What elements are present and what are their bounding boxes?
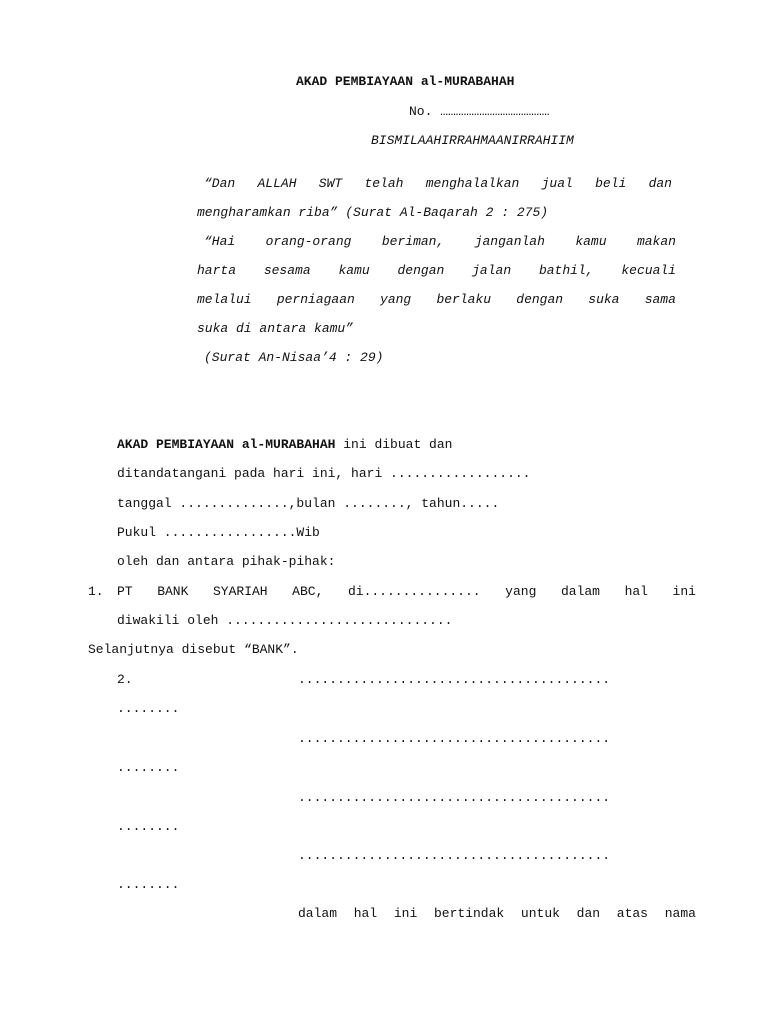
word: SWT — [318, 176, 343, 191]
word: sesama — [263, 263, 311, 278]
word: ABC, — [292, 584, 324, 599]
word: di............... — [347, 584, 481, 599]
intro-line1 — [117, 437, 452, 453]
word: ini — [672, 584, 696, 599]
party2-dots-long: ........................................ — [298, 672, 611, 687]
quote2-source: (Surat An-Nisaa’4 : 29) — [204, 350, 384, 365]
word: sama — [644, 292, 676, 307]
word: janganlah — [474, 234, 545, 249]
word: telah — [364, 176, 404, 191]
quote2-line3 — [197, 292, 676, 308]
document-number: No. …………………………………… — [409, 104, 550, 119]
word: dalam — [560, 584, 600, 599]
intro-line4: Pukul .................Wib — [117, 525, 320, 540]
word: nama — [664, 906, 696, 921]
intro-line5: oleh dan antara pihak-pihak: — [117, 554, 336, 569]
intro-bold: AKAD PEMBIAYAAN al-MURABAHAH — [117, 437, 336, 452]
word: berlaku — [436, 292, 492, 307]
word: kamu — [575, 234, 607, 249]
word: orang-orang — [265, 234, 352, 249]
intro-line3: tanggal ..............,bulan ........, tahun..... — [117, 496, 500, 511]
word: BANK — [157, 584, 189, 599]
word: suka — [588, 292, 620, 307]
quote1-line2: mengharamkan riba” (Surat Al-Baqarah 2 : 275) — [197, 205, 549, 220]
party1-line2: diwakili oleh ............................. — [117, 613, 453, 628]
word: melalui — [197, 292, 252, 307]
word: “Hai — [204, 234, 236, 249]
document-title: AKAD PEMBIAYAAN al-MURABAHAH — [296, 74, 515, 89]
party2-dots-short: ........ — [117, 877, 180, 892]
word: yang — [505, 584, 537, 599]
party2-dots-short: ........ — [117, 760, 180, 775]
party2-dots-short: ........ — [117, 819, 180, 834]
party2-dots-long: ........................................ — [298, 731, 611, 746]
word: SYARIAH — [212, 584, 268, 599]
word: kecuali — [621, 263, 676, 278]
word: dengan — [516, 292, 564, 307]
word: dengan — [397, 263, 445, 278]
quote2-line4: suka di antara kamu” — [197, 321, 354, 336]
word: dalam — [298, 906, 338, 921]
word: “Dan — [204, 176, 236, 191]
word: hal — [624, 584, 648, 599]
party2-dots-short: ........ — [117, 701, 180, 716]
word: yang — [380, 292, 412, 307]
word: hal — [353, 906, 378, 921]
word: kamu — [338, 263, 370, 278]
intro-rest: ini dibuat dan — [335, 437, 453, 452]
word: jual — [541, 176, 573, 191]
party2-dots-long: ........................................ — [298, 848, 611, 863]
word: makan — [636, 234, 676, 249]
word: atas — [616, 906, 648, 921]
party1-number: 1. — [88, 584, 104, 599]
word: bertindak — [433, 906, 505, 921]
intro-line2: ditandatangani pada hari ini, hari .................. — [117, 466, 531, 481]
word: beli — [595, 176, 627, 191]
word: dan — [648, 176, 672, 191]
word: perniagaan — [276, 292, 355, 307]
word: dan — [576, 906, 601, 921]
word: harta — [197, 263, 237, 278]
quote1-line1 — [204, 176, 672, 192]
bismillah-heading: BISMILAAHIRRAHMAANIRRAHIIM — [371, 133, 574, 148]
party2-dots-long: ........................................ — [298, 790, 611, 805]
word: menghalalkan — [425, 176, 520, 191]
party2-capacity-line — [298, 906, 696, 922]
word: jalan — [472, 263, 512, 278]
quote2-line1 — [204, 234, 676, 250]
word: bathil, — [538, 263, 594, 278]
word: beriman, — [381, 234, 445, 249]
word: PT — [117, 584, 133, 599]
party1-reference: Selanjutnya disebut “BANK”. — [88, 642, 299, 657]
party1-line1 — [117, 584, 696, 600]
quote2-line2 — [197, 263, 676, 279]
party2-number: 2. — [117, 672, 133, 687]
word: ALLAH — [257, 176, 297, 191]
word: ini — [393, 906, 418, 921]
word: untuk — [520, 906, 560, 921]
